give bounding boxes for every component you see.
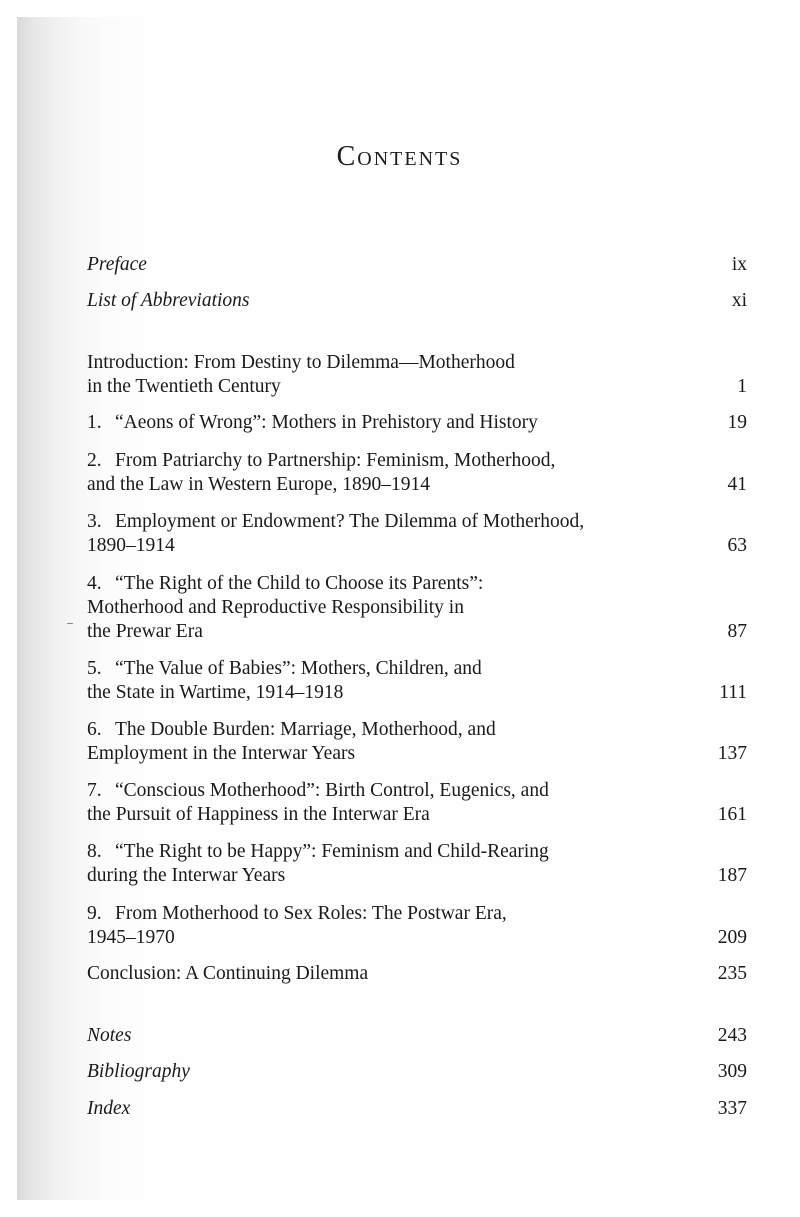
toc-entry-chapter-7[interactable] — [87, 779, 747, 827]
toc-entry-bibliography[interactable] — [87, 1060, 747, 1084]
page-number: 111 — [719, 682, 747, 703]
chapter-number: 9. — [87, 903, 102, 924]
chapter-number: 6. — [87, 719, 102, 740]
entry-line: “The Value of Babies”: Mothers, Children, and — [115, 658, 482, 679]
page-number: 235 — [717, 963, 747, 984]
toc-entry-chapter-4[interactable] — [87, 572, 747, 644]
page-number: ix — [731, 254, 747, 275]
toc-entry-chapter-9[interactable] — [87, 902, 747, 950]
chapter-number: 3. — [87, 511, 102, 532]
toc-entry-chapter-5[interactable] — [87, 657, 747, 705]
entry-label: Bibliography — [87, 1061, 190, 1082]
entry-label — [87, 449, 675, 497]
entry-line: during the Interwar Years — [87, 865, 286, 886]
entry-line: and the Law in Western Europe, 1890–1914 — [87, 474, 431, 495]
toc-entry-notes[interactable] — [87, 1024, 747, 1048]
entry-line: From Motherhood to Sex Roles: The Postwar Era, — [115, 903, 507, 924]
chapter-number: 7. — [87, 780, 102, 801]
entry-label — [87, 510, 675, 558]
entry-label — [87, 902, 675, 950]
toc-entry-chapter-8[interactable] — [87, 840, 747, 888]
entry-label: Notes — [87, 1025, 132, 1046]
toc-entry-chapter-3[interactable] — [87, 510, 747, 558]
entry-label: Index — [87, 1098, 131, 1119]
page-number: 1 — [737, 376, 747, 397]
chapter-number: 5. — [87, 658, 102, 679]
entry-line: 1945–1970 — [87, 927, 175, 948]
entry-line: 1890–1914 — [87, 535, 175, 556]
entry-label — [87, 411, 675, 435]
entry-label — [87, 572, 675, 644]
page-title: Contents — [336, 141, 463, 172]
entry-label — [87, 840, 675, 888]
page-number: 41 — [727, 474, 747, 495]
entry-line: Introduction: From Destiny to Dilemma—Motherhood — [87, 352, 515, 373]
toc-entry-conclusion[interactable] — [87, 962, 747, 986]
page-number: 337 — [717, 1098, 747, 1119]
entry-line: Motherhood and Reproductive Responsibility in — [87, 597, 464, 618]
toc-entry-chapter-1[interactable] — [87, 411, 747, 435]
entry-label — [87, 779, 675, 827]
toc-entry-chapter-6[interactable] — [87, 718, 747, 766]
toc-entry-abbreviations[interactable] — [87, 289, 747, 313]
entry-line: in the Twentieth Century — [87, 376, 281, 397]
toc-entry-chapter-2[interactable] — [87, 449, 747, 497]
page-number: xi — [731, 290, 747, 311]
entry-line: From Patriarchy to Partnership: Feminism, Motherhood, — [115, 450, 556, 471]
toc-entry-preface[interactable] — [87, 253, 747, 277]
page-number: 243 — [717, 1025, 747, 1046]
chapter-number: 1. — [87, 412, 102, 433]
entry-label — [87, 351, 647, 399]
chapter-number: 4. — [87, 573, 102, 594]
entry-label — [87, 718, 675, 766]
entry-line: the Pursuit of Happiness in the Interwar Era — [87, 804, 430, 825]
page-number: 63 — [727, 535, 747, 556]
entry-line: the Prewar Era — [87, 621, 203, 642]
entry-line: The Double Burden: Marriage, Motherhood, and — [115, 719, 496, 740]
toc-entry-index[interactable] — [87, 1097, 747, 1121]
entry-line: the State in Wartime, 1914–1918 — [87, 682, 344, 703]
margin-mark — [67, 623, 73, 624]
page-number: 309 — [717, 1061, 747, 1082]
page-number: 187 — [717, 865, 747, 886]
book-page — [17, 17, 782, 1200]
entry-line: Employment or Endowment? The Dilemma of Motherhood, — [115, 511, 585, 532]
entry-label — [87, 657, 675, 705]
entry-label: List of Abbreviations — [87, 290, 250, 311]
toc-entry-introduction[interactable] — [87, 351, 747, 399]
chapter-number: 8. — [87, 841, 102, 862]
page-number: 137 — [717, 743, 747, 764]
entry-line: “The Right of the Child to Choose its Parents”: — [115, 573, 484, 594]
page-number: 87 — [727, 621, 747, 642]
entry-line: “The Right to be Happy”: Feminism and Child-Rearing — [115, 841, 549, 862]
entry-label: Preface — [87, 254, 147, 275]
page-number: 209 — [717, 927, 747, 948]
entry-line: “Conscious Motherhood”: Birth Control, Eugenics, and — [115, 780, 549, 801]
page-number: 19 — [727, 412, 747, 433]
chapter-number: 2. — [87, 450, 102, 471]
page-number: 161 — [717, 804, 747, 825]
chapter-title: “Aeons of Wrong”: Mothers in Prehistory and History — [115, 412, 538, 433]
entry-label: Conclusion: A Continuing Dilemma — [87, 963, 369, 984]
entry-line: Employment in the Interwar Years — [87, 743, 356, 764]
